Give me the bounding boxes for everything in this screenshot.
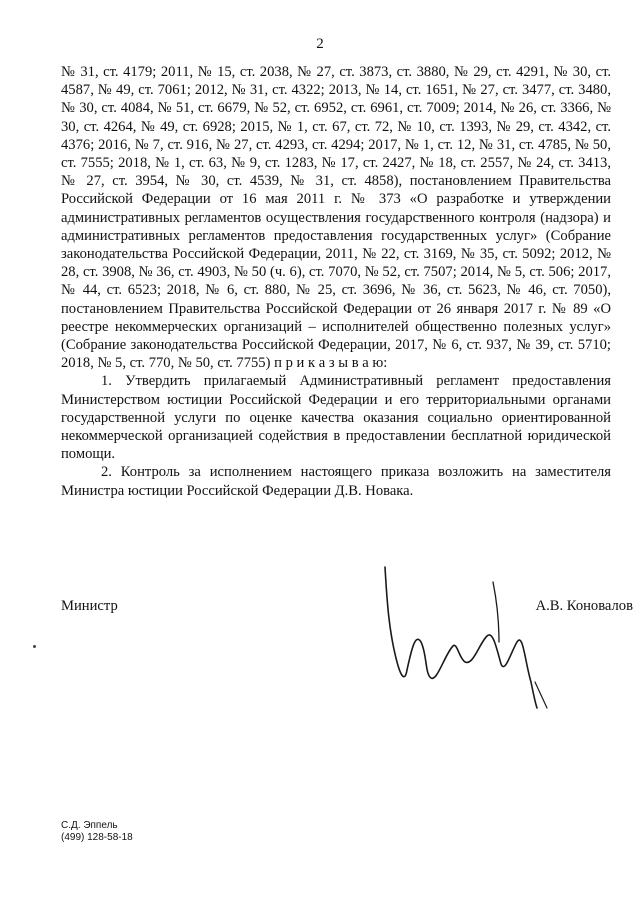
document-body bbox=[61, 63, 611, 500]
paragraph-item-2: 2. Контроль за исполнением настоящего приказа возложить на заместителя Министра юстиции Российской Федерации Д.В. Новака. bbox=[61, 464, 611, 499]
signatory-position: Министр bbox=[61, 598, 118, 614]
page-number: 2 bbox=[316, 36, 324, 52]
handwritten-signature bbox=[375, 562, 555, 712]
paragraph-item-1: 1. Утвердить прилагаемый Административный регламент предоставления Министерством юстиции Российской Федерации и его территориальными органами государственной услуги по оценке качества оказания социально ориентированной некоммерческой организацией содействия в предоставлении бесплатной юридической помощи. bbox=[61, 373, 611, 463]
executor-contact bbox=[61, 820, 133, 844]
paragraph-legal-basis: № 31, ст. 4179; 2011, № 15, ст. 2038, № 27, ст. 3873, ст. 3880, № 29, ст. 4291, № 30, ст. 4587, № 49, ст. 7061; 2012, № 31, ст. 4322; 2013, № 14, ст. 1651, № 27, ст. 3477, ст. 3480, № 30, ст. 4084, № 51, ст. 6679, № 52, ст. 6952, ст. 6961, ст. 7009; 2014, № 26, ст. 3366, № 30, ст. 4264, № 49, ст. 6928; 2015, № 1, ст. 67, ст. 72, № 10, ст. 1393, № 29, ст. 4342, ст. 4376; 2016, № 7, ст. 916, № 27, ст. 4293, ст. 4294; 2017, № 1, ст. 12, № 31, ст. 4785, № 50, ст. 7555; 2018, № 1, ст. 63, № 9, ст. 1283, № 17, ст. 2427, № 18, ст. 2557, № 24, ст. 3413, № 27, ст. 3954, № 30, ст. 4539, № 31, ст. 4858), постановлением Правительства Российской Федерации от 16 мая 2011 г. № 373 «О разработке и утверждении административных регламентов осуществления государственного контроля (надзора) и административных регламентов предоставления государственных услуг» (Собрание законодательства Российской Федерации, 2011, № 22, ст. 3169, № 35, ст. 5092; 2012, № 28, ст. 3908, № 36, ст. 4903, № 50 (ч. 6), ст. 7070, № 52, ст. 7507; 2014, № 5, ст. 506; 2017, № 44, ст. 6523; 2018, № 6, ст. 880, № 25, ст. 3696, № 36, ст. 5623, № 46, ст. 7050), постановлением Правительства Российской Федерации от 26 января 2017 г. № 89 «О реестре некоммерческих организаций – исполнителей общественно полезных услуг» (Собрание законодательства Российской Федерации, 2017, № 6, ст. 937, № 39, ст. 5710; 2018, № 5, ст. 770, № 50, ст. 7755) п р и к а з ы в а ю: bbox=[61, 64, 611, 372]
executor-phone: (499) 128-58-18 bbox=[61, 832, 133, 843]
signatory-name: А.В. Коновалов bbox=[535, 598, 633, 614]
executor-name: С.Д. Эппель bbox=[61, 820, 118, 831]
margin-dot bbox=[33, 645, 36, 648]
